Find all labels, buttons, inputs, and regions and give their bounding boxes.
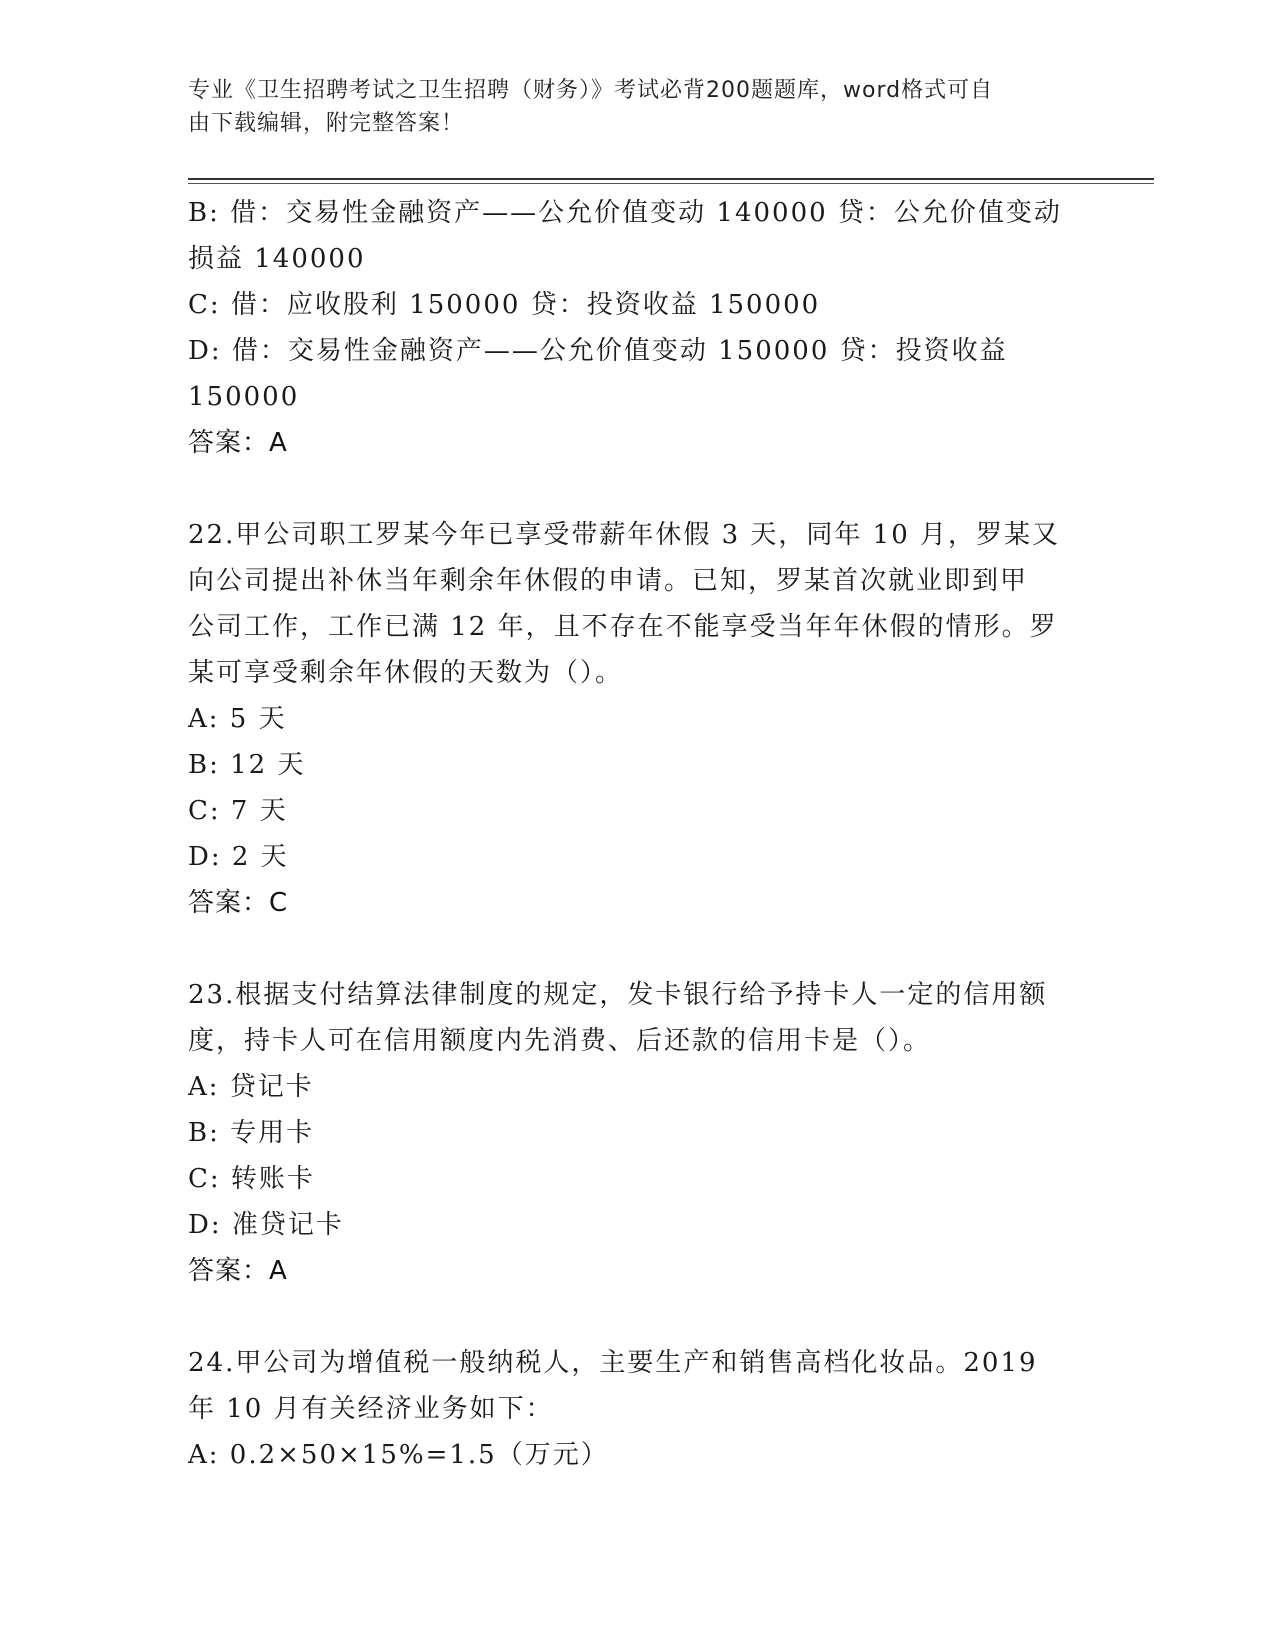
q22-option-d: D: 2 天 (188, 842, 289, 872)
header-divider-thick (188, 178, 1154, 180)
q21-option-c: C: 借：应收股利 150000 贷：投资收益 150000 (188, 290, 821, 320)
q21-option-d-line-1: D: 借：交易性金融资产——公允价值变动 150000 贷：投资收益 (188, 336, 1008, 366)
q23-stem-line-1: 23.根据支付结算法律制度的规定，发卡银行给予持卡人一定的信用额 (188, 980, 1048, 1010)
document-body (188, 190, 1088, 1478)
q24-stem-line-1: 24.甲公司为增值税一般纳税人，主要生产和销售高档化妆品。2019 (188, 1348, 1038, 1378)
question-24 (188, 1340, 1088, 1478)
q21-option-b-line-1: B: 借：交易性金融资产——公允价值变动 140000 贷：公允价值变动 (188, 198, 1062, 228)
q24-stem-line-2: 年 10 月有关经济业务如下： (188, 1394, 554, 1424)
question-23 (188, 972, 1088, 1294)
spacer (188, 926, 1088, 972)
q23-option-a: A: 贷记卡 (188, 1072, 314, 1102)
q24-option-a: A: 0.2×50×15%=1.5（万元） (188, 1440, 609, 1470)
q22-stem-line-4: 某可享受剩余年休假的天数为（）。 (188, 658, 624, 688)
q21-option-b-line-2: 损益 140000 (188, 244, 366, 274)
q23-option-d: D: 准贷记卡 (188, 1210, 344, 1240)
q23-option-b: B: 专用卡 (188, 1118, 315, 1148)
spacer (188, 466, 1088, 512)
q21-answer: 答案：A (188, 428, 288, 458)
q22-stem-line-3: 公司工作，工作已满 12 年，且不存在不能享受当年年休假的情形。罗 (188, 612, 1058, 642)
q22-option-c: C: 7 天 (188, 796, 288, 826)
q22-answer: 答案：C (188, 888, 289, 918)
header-divider-thin (188, 183, 1154, 184)
q22-stem-line-2: 向公司提出补休当年剩余年休假的申请。已知，罗某首次就业即到甲 (188, 566, 1029, 596)
document-header (188, 74, 1088, 140)
question-22 (188, 512, 1088, 926)
q23-stem-line-2: 度，持卡人可在信用额度内先消费、后还款的信用卡是（）。 (188, 1026, 932, 1056)
q22-option-a: A: 5 天 (188, 704, 287, 734)
header-line-1: 专业《卫生招聘考试之卫生招聘（财务）》考试必背200题题库，word格式可自 (188, 78, 994, 103)
q23-option-c: C: 转账卡 (188, 1164, 315, 1194)
question-21-tail (188, 190, 1088, 466)
spacer (188, 1294, 1088, 1340)
q21-option-d-line-2: 150000 (188, 382, 300, 412)
q23-answer: 答案：A (188, 1256, 288, 1286)
q22-option-b: B: 12 天 (188, 750, 306, 780)
header-line-2: 由下载编辑，附完整答案！ (188, 111, 465, 136)
q22-stem-line-1: 22.甲公司职工罗某今年已享受带薪年休假 3 天，同年 10 月，罗某又 (188, 520, 1061, 550)
